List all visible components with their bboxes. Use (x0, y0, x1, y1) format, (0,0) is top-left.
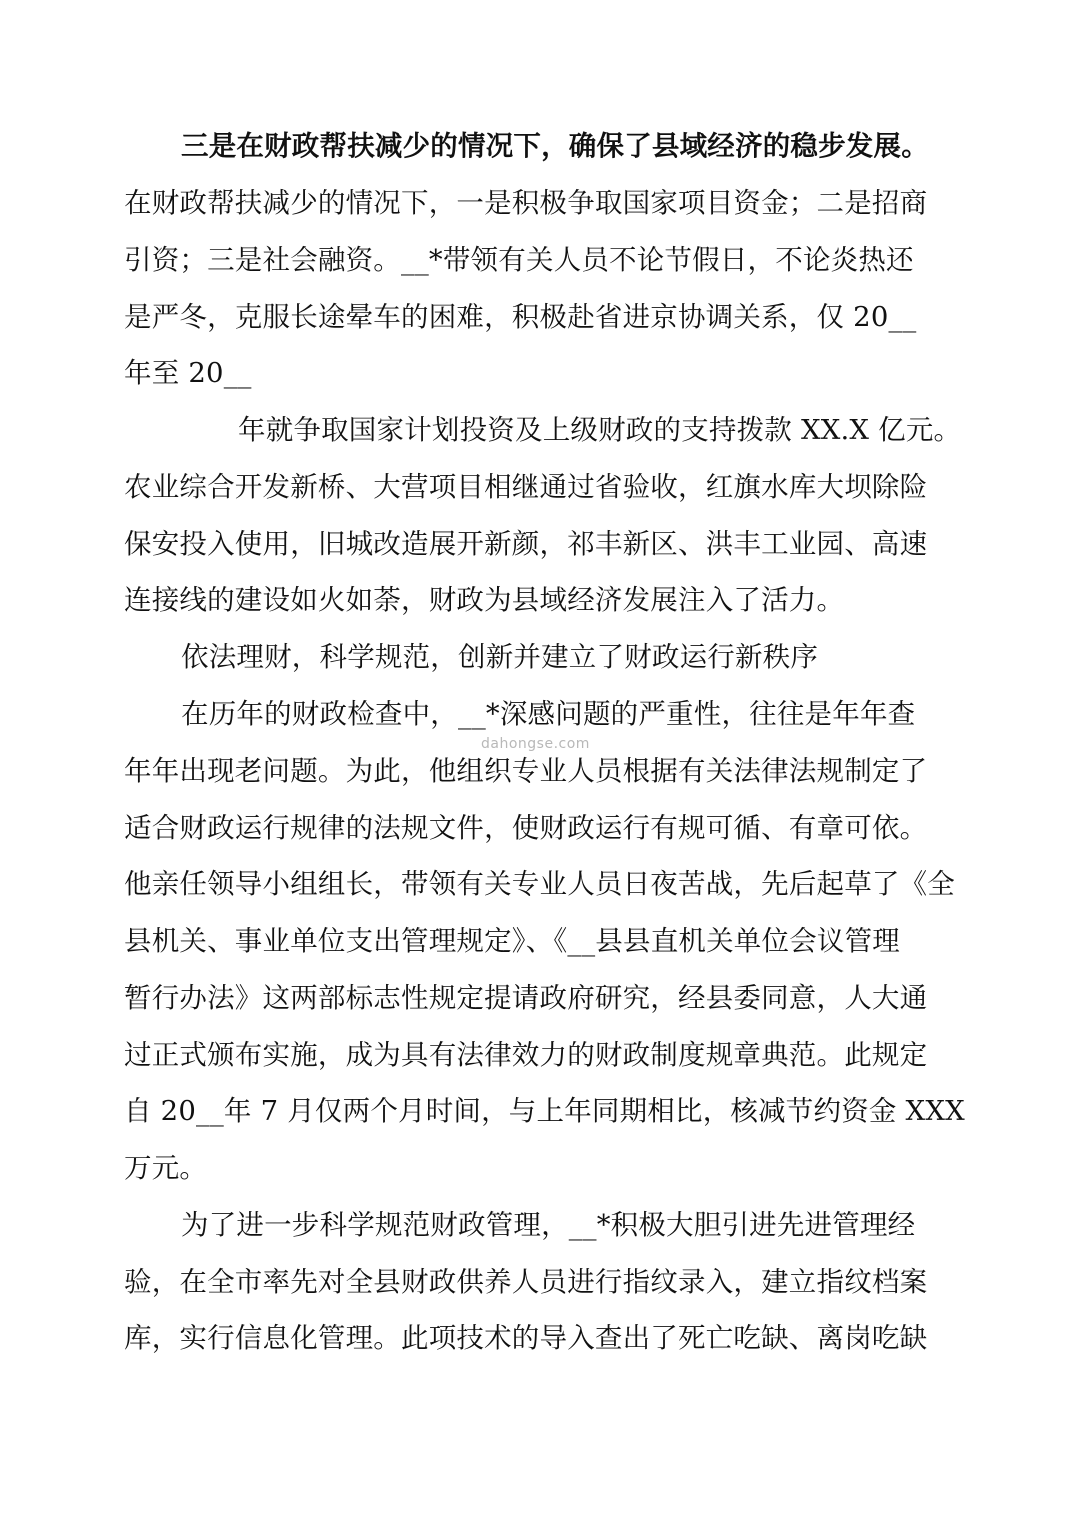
watermark-text: dahongse.com (481, 736, 590, 752)
section-subheading: 依法理财，科学规范，创新并建立了财政运行新秩序 (181, 641, 819, 673)
paragraph-line: 过正式颁布实施，成为具有法律效力的财政制度规章典范。此规定 (124, 1039, 928, 1071)
paragraph-line: 他亲任领导小组组长，带领有关专业人员日夜苦战，先后起草了《全 (124, 868, 955, 900)
paragraph-line: 县机关、事业单位支出管理规定》、《__县县直机关单位会议管理 (124, 925, 900, 957)
paragraph-line: 库，实行信息化管理。此项技术的导入查出了死亡吃缺、离岗吃缺 (124, 1322, 928, 1354)
section-heading-three: 三是在财政帮扶减少的情况下，确保了县域经济的稳步发展。 (181, 130, 929, 162)
paragraph-line: 暂行办法》这两部标志性规定提请政府研究，经县委同意，人大通 (124, 982, 928, 1014)
paragraph-line: 引资；三是社会融资。__*带领有关人员不论节假日，不论炎热还 (124, 244, 914, 276)
paragraph-line: 适合财政运行规律的法规文件，使财政运行有规可循、有章可依。 (124, 812, 928, 844)
paragraph-line: 为了进一步科学规范财政管理，__*积极大胆引进先进管理经 (181, 1209, 916, 1241)
paragraph-line: 在历年的财政检查中，__*深感问题的严重性，往往是年年查 (181, 698, 916, 730)
paragraph-line: 万元。 (124, 1152, 208, 1184)
paragraph-line: 验，在全市率先对全县财政供养人员进行指纹录入，建立指纹档案 (124, 1266, 928, 1298)
paragraph-line: 自 20__年 7 月仅两个月时间，与上年同期相比，核减节约资金 XXX (124, 1095, 965, 1127)
paragraph-line: 年年出现老问题。为此，他组织专业人员根据有关法律法规制定了 (124, 755, 928, 787)
paragraph-line: 在财政帮扶减少的情况下，一是积极争取国家项目资金；二是招商 (124, 187, 928, 219)
paragraph-line: 是严冬，克服长途晕车的困难，积极赴省进京协调关系，仅 20__ (124, 301, 917, 333)
paragraph-line: 连接线的建设如火如荼，财政为县域经济发展注入了活力。 (124, 584, 845, 616)
paragraph-line: 年至 20__ (124, 357, 252, 389)
paragraph-line: 保安投入使用，旧城改造展开新颜，祁丰新区、洪丰工业园、高速 (124, 528, 928, 560)
paragraph-line: 年就争取国家计划投资及上级财政的支持拨款 XX.X 亿元。 (238, 414, 962, 446)
paragraph-line: 农业综合开发新桥、大营项目相继通过省验收，红旗水库大坝除险 (124, 471, 928, 503)
